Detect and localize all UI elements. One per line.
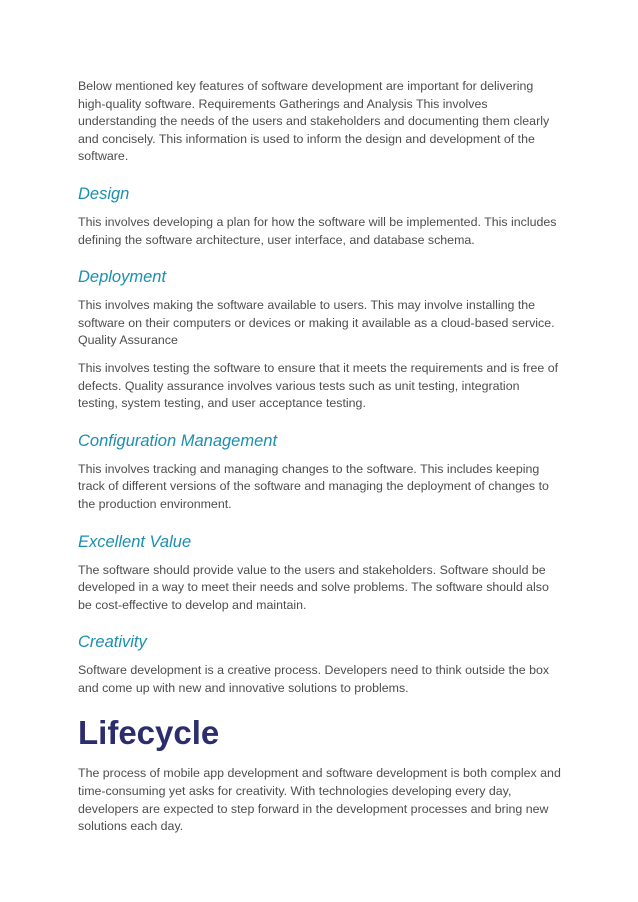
section-heading-design: Design	[78, 184, 130, 203]
section-heading-deployment: Deployment	[78, 268, 167, 287]
section-paragraph-configuration-management: This involves tracking and managing changes to the software. This includes keeping track of different versions of the software and managing the deployment of changes to the production environment.	[78, 461, 549, 511]
document-content	[78, 78, 562, 836]
lifecycle-heading: Lifecycle	[78, 714, 220, 752]
section-paragraph-design: This involves developing a plan for how the software will be implemented. This includes defining the software architecture, user interface, and database schema.	[78, 214, 557, 247]
section-paragraph-deployment: This involves making the software available to users. This may involve installing the software on their computers or devices or making it available as a cloud-based service. Quality Assurance	[78, 298, 555, 348]
lifecycle-paragraph: The process of mobile app development and software development is both complex and time-consuming yet asks for creativity. With technologies developing every day, developers are expected to step forward in the development processes and bring new solutions each day.	[78, 766, 561, 834]
section-paragraph-excellent-value: The software should provide value to the users and stakeholders. Software should be developed in a way to meet their needs and solve problems. The software should also be cost-effective to develop and maintain.	[78, 562, 549, 612]
section-heading-configuration-management: Configuration Management	[78, 431, 278, 450]
section-heading-creativity: Creativity	[78, 633, 147, 652]
section-heading-excellent-value: Excellent Value	[78, 532, 192, 551]
intro-paragraph: Below mentioned key features of software development are important for delivering high-quality software. Requirements Gatherings and Analysis This involves understanding the needs of the users and stakeholders and documenting them clearly and concisely. This information is used to inform the design and development of the software.	[78, 79, 550, 164]
section-paragraph-creativity: Software development is a creative process. Developers need to think outside the box and come up with new and innovative solutions to problems.	[78, 663, 550, 695]
section-paragraph-quality-assurance: This involves testing the software to ensure that it meets the requirements and is free of defects. Quality assurance involves various tests such as unit testing, integration testing, system testing, and user acceptance testing.	[78, 360, 559, 411]
